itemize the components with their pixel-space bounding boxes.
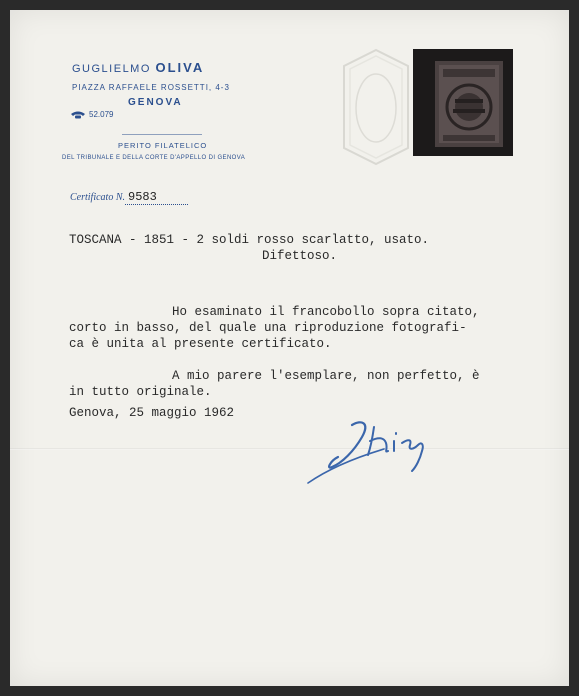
letterhead-phone	[70, 110, 113, 119]
paragraph-1-line-1: Ho esaminato il francobollo sopra citato,	[172, 305, 480, 319]
certificate-sheet	[10, 10, 569, 686]
letterhead-court: DEL TRIBUNALE E DELLA CORTE D'APPELLO DI GENOVA	[62, 155, 246, 161]
paragraph-1-line-2: corto in basso, del quale una riproduzione fotografi-	[69, 321, 467, 335]
telephone-icon	[70, 110, 86, 119]
letterhead-name	[72, 60, 204, 75]
letterhead-last-name: OLIVA	[155, 60, 205, 75]
letterhead-role: PERITO FILATELICO	[118, 141, 208, 150]
certificate-label: Certificato N.	[70, 192, 125, 203]
stamp-photo	[413, 49, 513, 156]
paragraph-2-line-2: in tutto originale.	[69, 385, 212, 399]
certificate-date: Genova, 25 maggio 1962	[69, 406, 235, 420]
letterhead-first-name: GUGLIELMO	[72, 63, 151, 75]
paragraph-1-line-3: ca è unita al presente certificato.	[69, 337, 332, 351]
paragraph-2-line-1: A mio parere l'esemplare, non perfetto, è	[172, 369, 480, 383]
stamp-condition: Difettoso.	[262, 249, 338, 263]
phone-number: 52.079	[89, 110, 114, 119]
letterhead-address: PIAZZA RAFFAELE ROSSETTI, 4-3	[72, 83, 230, 92]
certificate-number: 9583	[125, 190, 188, 205]
stamp-description: TOSCANA - 1851 - 2 soldi rosso scarlatto, usato.	[69, 233, 430, 247]
paper-fold	[10, 448, 569, 450]
letterhead-divider	[122, 134, 202, 135]
letterhead-city: GENOVA	[128, 97, 183, 108]
certificate-number-row	[70, 190, 188, 205]
embossed-seal	[340, 48, 412, 166]
signature	[304, 415, 474, 487]
